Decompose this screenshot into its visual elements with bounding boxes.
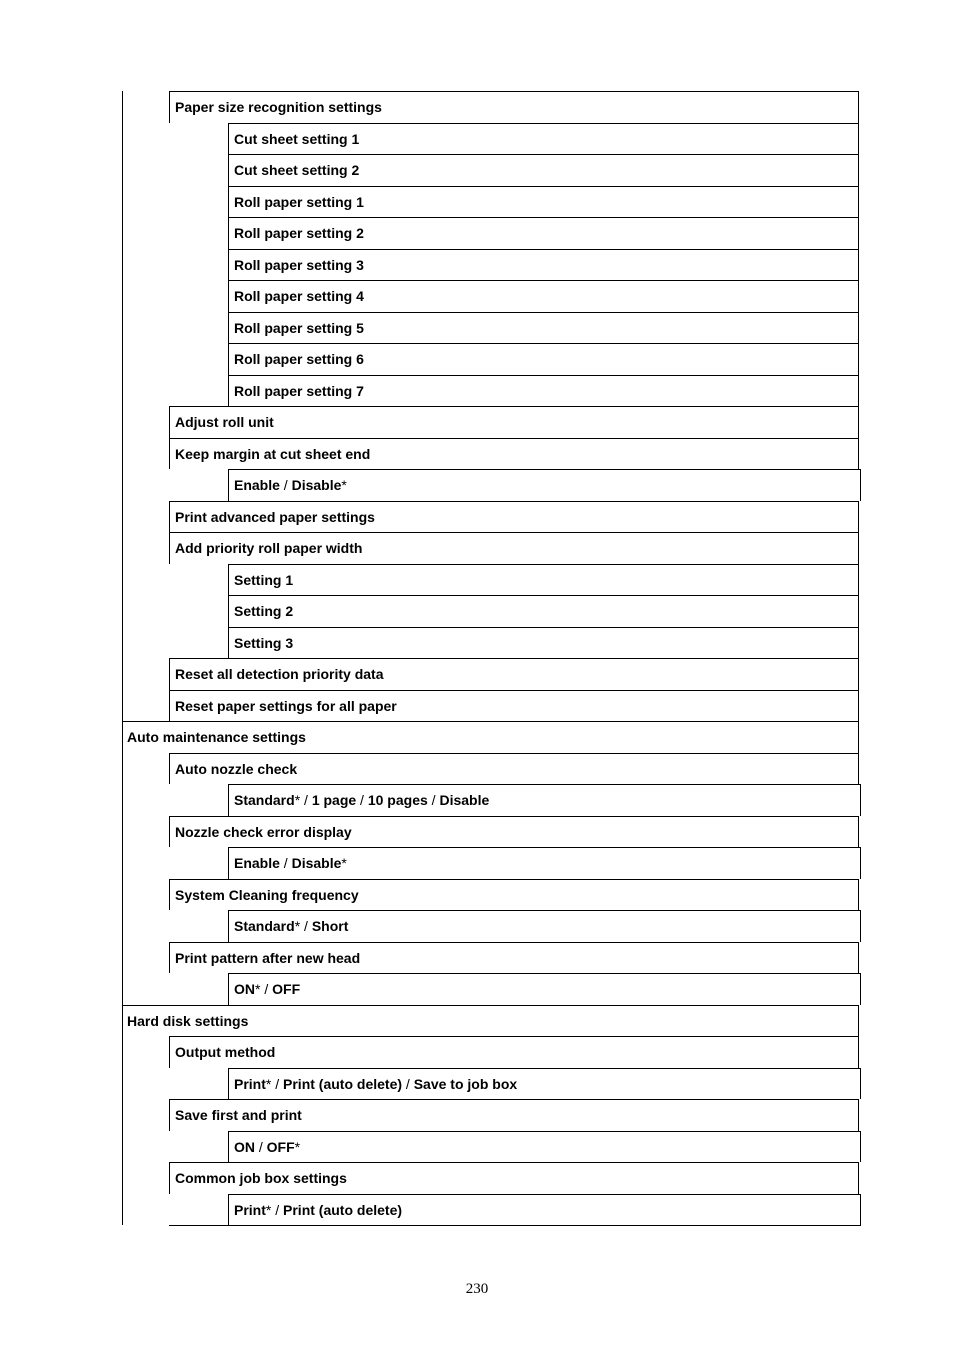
option-value: Short (311, 918, 349, 934)
menu-subitem-row: Roll paper setting 7 (228, 375, 859, 407)
option-list (228, 1068, 861, 1100)
option-value: Print (auto delete) (283, 1201, 403, 1218)
option-value: Print (auto delete) (283, 1075, 403, 1092)
menu-item-row: Add priority roll paper width (169, 532, 859, 564)
option-list (228, 910, 861, 942)
option-separator: / (255, 1138, 267, 1155)
default-marker: * (341, 477, 347, 493)
menu-item-row: Auto nozzle check (169, 753, 859, 785)
menu-item-row: Print advanced paper settings (169, 501, 859, 533)
menu-item-row: Print pattern after new head (169, 942, 859, 974)
option-list (228, 847, 861, 879)
menu-subitem-row: Cut sheet setting 1 (228, 123, 859, 155)
default-marker: * (294, 918, 301, 934)
option-value: 1 page (311, 792, 357, 808)
table-right-border (860, 1194, 861, 1226)
menu-subitem-row: Roll paper setting 4 (228, 280, 859, 312)
option-separator: / (356, 792, 368, 808)
option-value: Standard (234, 918, 295, 934)
menu-subitem-row: Cut sheet setting 2 (228, 154, 859, 186)
option-separator: / (279, 477, 292, 493)
menu-item-row: Keep margin at cut sheet end (169, 438, 859, 470)
table-left-border (122, 91, 123, 1225)
menu-subitem-row: Roll paper setting 3 (228, 249, 859, 281)
option-value: Save to job box (413, 1075, 518, 1092)
option-separator: / (402, 1075, 414, 1092)
default-marker: * (255, 981, 261, 997)
menu-subitem-row: Roll paper setting 2 (228, 217, 859, 249)
option-separator: / (260, 981, 273, 997)
menu-item-row: Reset paper settings for all paper (169, 690, 859, 722)
default-marker: * (265, 1201, 272, 1218)
menu-subitem-row: Roll paper setting 6 (228, 343, 859, 375)
default-marker: * (294, 792, 301, 808)
option-value: Print (234, 1075, 266, 1092)
option-separator: / (427, 792, 440, 808)
option-value: Disable (439, 792, 490, 808)
menu-item-row: Save first and print (169, 1099, 859, 1131)
menu-subitem-row: Setting 1 (228, 564, 859, 596)
option-value: 10 pages (367, 792, 428, 808)
table-bottom-border (169, 1225, 861, 1226)
menu-section-row: Hard disk settings (122, 1005, 859, 1037)
option-value: Disable (291, 855, 342, 871)
option-value: OFF (272, 981, 301, 997)
menu-item-row: Common job box settings (169, 1162, 859, 1194)
option-value: Print (234, 1201, 266, 1218)
menu-subitem-row: Setting 3 (228, 627, 859, 659)
option-list (228, 784, 861, 816)
option-value: OFF (266, 1138, 295, 1155)
option-value: Standard (234, 792, 295, 808)
option-value: ON (234, 981, 255, 997)
menu-item-row: Output method (169, 1036, 859, 1068)
option-value: Enable (234, 477, 280, 493)
option-separator: / (279, 855, 292, 871)
menu-item-row: Adjust roll unit (169, 406, 859, 438)
option-separator: / (271, 1075, 284, 1092)
option-value: Disable (291, 477, 342, 493)
option-list (228, 469, 861, 501)
menu-section-row: Auto maintenance settings (122, 721, 859, 753)
option-value: ON (234, 1138, 255, 1155)
default-marker: * (294, 1138, 301, 1155)
option-list (228, 973, 861, 1005)
menu-subitem-row: Setting 2 (228, 595, 859, 627)
option-list (228, 1194, 861, 1226)
menu-item-row: Paper size recognition settings (169, 91, 859, 123)
menu-subitem-row: Roll paper setting 5 (228, 312, 859, 344)
option-separator: / (271, 1201, 284, 1218)
default-marker: * (265, 1075, 272, 1092)
page-number: 230 (465, 1281, 489, 1297)
option-value: Enable (234, 855, 280, 871)
option-separator: / (300, 792, 312, 808)
option-separator: / (300, 918, 312, 934)
menu-item-row: System Cleaning frequency (169, 879, 859, 911)
menu-item-row: Reset all detection priority data (169, 658, 859, 690)
menu-item-row: Nozzle check error display (169, 816, 859, 848)
option-list (228, 1131, 861, 1163)
menu-subitem-row: Roll paper setting 1 (228, 186, 859, 218)
default-marker: * (341, 855, 347, 871)
